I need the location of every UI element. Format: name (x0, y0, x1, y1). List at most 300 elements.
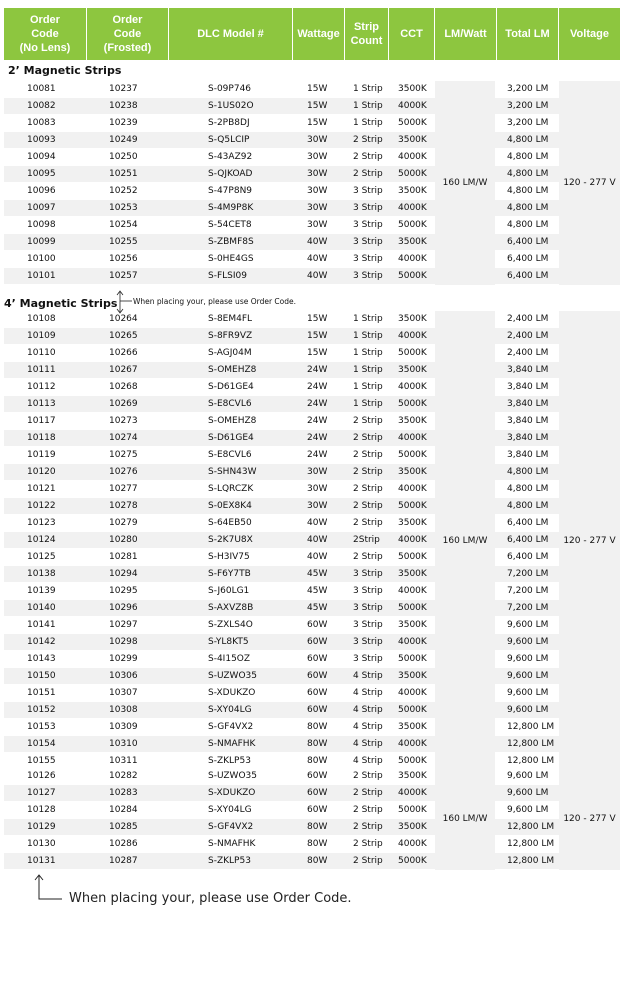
order-code-no-lens-cell: 10153 (27, 722, 56, 732)
table-row (4, 379, 620, 396)
table-row (4, 464, 620, 481)
strip-count-cell: 3 Strip (353, 220, 383, 230)
order-code-frosted-cell: 10237 (109, 84, 138, 94)
order-code-frosted-cell: 10299 (109, 654, 138, 664)
header-lm-watt: LM/Watt (435, 8, 497, 60)
wattage-cell: 40W (307, 271, 328, 281)
strip-count-cell: 1 Strip (353, 118, 383, 128)
order-code-no-lens-cell: 10151 (27, 688, 56, 698)
table-row (4, 234, 620, 251)
dlc-model-cell: S-SHN43W (208, 467, 257, 477)
voltage-cell: 120 - 277 V (559, 311, 620, 770)
order-code-frosted-cell: 10280 (109, 535, 138, 545)
total-lm-cell: 2,400 LM (507, 314, 549, 324)
cct-cell: 4000K (398, 739, 427, 749)
table-row (4, 115, 620, 132)
wattage-cell: 15W (307, 101, 328, 111)
table-row (4, 736, 620, 753)
cct-cell: 4000K (398, 688, 427, 698)
header-cct: CCT (389, 8, 435, 60)
order-code-no-lens-cell: 10121 (27, 484, 56, 494)
table-row (4, 768, 620, 785)
cct-cell: 4000K (398, 101, 427, 111)
order-code-frosted-cell: 10265 (109, 331, 138, 341)
cct-cell: 5000K (398, 756, 427, 766)
order-code-no-lens-cell: 10120 (27, 467, 56, 477)
order-code-frosted-cell: 10274 (109, 433, 138, 443)
dlc-model-cell: S-XY04LG (208, 805, 252, 815)
cct-cell: 4000K (398, 254, 427, 264)
wattage-cell: 15W (307, 348, 328, 358)
total-lm-cell: 9,600 LM (507, 637, 549, 647)
order-code-no-lens-cell: 10155 (27, 756, 56, 766)
cct-cell: 4000K (398, 839, 427, 849)
dlc-model-cell: S-54CET8 (208, 220, 252, 230)
strip-count-cell: 2 Strip (353, 788, 383, 798)
lm-watt-cell: 160 LM/W (435, 311, 495, 770)
order-code-frosted-cell: 10277 (109, 484, 138, 494)
table-row (4, 566, 620, 583)
order-code-no-lens-cell: 10113 (27, 399, 56, 409)
lm-watt-cell: 160 LM/W (435, 768, 495, 870)
lm-watt-cell: 160 LM/W (435, 81, 495, 285)
cct-cell: 3500K (398, 569, 427, 579)
total-lm-cell: 2,400 LM (507, 348, 549, 358)
order-code-no-lens-cell: 10122 (27, 501, 56, 511)
table-row (4, 819, 620, 836)
strip-count-cell: 3 Strip (353, 620, 383, 630)
dlc-model-cell: S-F6Y7TB (208, 569, 251, 579)
table-row (4, 268, 620, 285)
total-lm-cell: 6,400 LM (507, 271, 549, 281)
order-code-no-lens-cell: 10127 (27, 788, 56, 798)
strip-count-cell: 2 Strip (353, 135, 383, 145)
arrow-icon (32, 872, 68, 904)
cct-cell: 3500K (398, 84, 427, 94)
order-code-frosted-cell: 10238 (109, 101, 138, 111)
cct-cell: 4000K (398, 203, 427, 213)
strip-count-cell: 2 Strip (353, 450, 383, 460)
table-row (4, 549, 620, 566)
order-code-frosted-cell: 10295 (109, 586, 138, 596)
wattage-cell: 30W (307, 135, 328, 145)
order-code-frosted-cell: 10278 (109, 501, 138, 511)
table-row (4, 802, 620, 819)
dlc-model-cell: S-GF4VX2 (208, 822, 254, 832)
dlc-model-cell: S-ZXLS4O (208, 620, 253, 630)
table-row (4, 166, 620, 183)
table-row (4, 651, 620, 668)
total-lm-cell: 4,800 LM (507, 501, 549, 511)
table-row (4, 853, 620, 870)
order-code-no-lens-cell: 10098 (27, 220, 56, 230)
cct-cell: 3500K (398, 822, 427, 832)
cct-cell: 5000K (398, 348, 427, 358)
order-code-frosted-cell: 10254 (109, 220, 138, 230)
total-lm-cell: 3,840 LM (507, 399, 549, 409)
table-row (4, 200, 620, 217)
total-lm-cell: 12,800 LM (507, 722, 555, 732)
wattage-cell: 24W (307, 450, 328, 460)
dlc-model-cell: S-1US02O (208, 101, 254, 111)
dlc-model-cell: S-GF4VX2 (208, 722, 254, 732)
total-lm-cell: 4,800 LM (507, 169, 549, 179)
cct-cell: 4000K (398, 331, 427, 341)
row-divider (4, 869, 620, 870)
strip-count-cell: 2 Strip (353, 518, 383, 528)
wattage-cell: 80W (307, 756, 328, 766)
order-code-frosted-cell: 10273 (109, 416, 138, 426)
strip-count-cell: 4 Strip (353, 722, 383, 732)
strip-count-cell: 2 Strip (353, 433, 383, 443)
total-lm-cell: 12,800 LM (507, 822, 555, 832)
order-code-no-lens-cell: 10095 (27, 169, 56, 179)
order-code-no-lens-cell: 10130 (27, 839, 56, 849)
order-code-no-lens-cell: 10131 (27, 856, 56, 866)
order-code-no-lens-cell: 10140 (27, 603, 56, 613)
cct-cell: 4000K (398, 382, 427, 392)
dlc-model-cell: S-YL8KT5 (208, 637, 249, 647)
order-code-frosted-cell: 10308 (109, 705, 138, 715)
order-code-frosted-cell: 10311 (109, 756, 138, 766)
order-code-no-lens-cell: 10111 (27, 365, 56, 375)
row-divider (4, 284, 620, 285)
cct-cell: 3500K (398, 237, 427, 247)
order-code-no-lens-cell: 10154 (27, 739, 56, 749)
dlc-model-cell: S-09P746 (208, 84, 252, 94)
dlc-model-cell: S-H3IV75 (208, 552, 250, 562)
total-lm-cell: 12,800 LM (507, 839, 555, 849)
table-row (4, 396, 620, 413)
order-code-no-lens-cell: 10119 (27, 450, 56, 460)
wattage-cell: 30W (307, 501, 328, 511)
total-lm-cell: 9,600 LM (507, 671, 549, 681)
table-row (4, 183, 620, 200)
wattage-cell: 40W (307, 518, 328, 528)
wattage-cell: 80W (307, 856, 328, 866)
strip-count-cell: 4 Strip (353, 705, 383, 715)
order-code-frosted-cell: 10309 (109, 722, 138, 732)
cct-cell: 5000K (398, 705, 427, 715)
total-lm-cell: 3,840 LM (507, 416, 549, 426)
table-row (4, 345, 620, 362)
wattage-cell: 15W (307, 118, 328, 128)
cct-cell: 4000K (398, 433, 427, 443)
order-code-frosted-cell: 10307 (109, 688, 138, 698)
table-row (4, 362, 620, 379)
table-row (4, 600, 620, 617)
total-lm-cell: 3,840 LM (507, 365, 549, 375)
header-order-code-no-lens: Order Code (No Lens) (4, 8, 87, 60)
wattage-cell: 80W (307, 739, 328, 749)
wattage-cell: 24W (307, 365, 328, 375)
order-code-no-lens-cell: 10123 (27, 518, 56, 528)
order-code-no-lens-cell: 10142 (27, 637, 56, 647)
wattage-cell: 60W (307, 654, 328, 664)
table-row (4, 149, 620, 166)
wattage-cell: 60W (307, 620, 328, 630)
dlc-model-cell: S-8FR9VZ (208, 331, 253, 341)
strip-count-cell: 1 Strip (353, 348, 383, 358)
order-code-frosted-cell: 10276 (109, 467, 138, 477)
strip-count-cell: 3 Strip (353, 603, 383, 613)
wattage-cell: 15W (307, 84, 328, 94)
wattage-cell: 15W (307, 331, 328, 341)
dlc-model-cell: S-2PB8DJ (208, 118, 250, 128)
total-lm-cell: 9,600 LM (507, 705, 549, 715)
total-lm-cell: 4,800 LM (507, 220, 549, 230)
order-code-frosted-cell: 10296 (109, 603, 138, 613)
voltage-cell: 120 - 277 V (559, 768, 620, 870)
header-dlc-model: DLC Model # (169, 8, 293, 60)
total-lm-cell: 4,800 LM (507, 484, 549, 494)
cct-cell: 5000K (398, 856, 427, 866)
table-row (4, 328, 620, 345)
total-lm-cell: 12,800 LM (507, 739, 555, 749)
dlc-model-cell: S-XDUKZO (208, 788, 256, 798)
total-lm-cell: 7,200 LM (507, 603, 549, 613)
order-code-no-lens-cell: 10118 (27, 433, 56, 443)
order-code-frosted-cell: 10283 (109, 788, 138, 798)
order-code-no-lens-cell: 10126 (27, 771, 56, 781)
total-lm-cell: 7,200 LM (507, 586, 549, 596)
cct-cell: 5000K (398, 271, 427, 281)
wattage-cell: 60W (307, 688, 328, 698)
wattage-cell: 24W (307, 399, 328, 409)
order-code-no-lens-cell: 10139 (27, 586, 56, 596)
strip-count-cell: 3 Strip (353, 254, 383, 264)
table-row (4, 311, 620, 328)
order-code-no-lens-cell: 10093 (27, 135, 56, 145)
wattage-cell: 30W (307, 186, 328, 196)
order-code-frosted-cell: 10255 (109, 237, 138, 247)
header-voltage: Voltage (559, 8, 620, 60)
order-code-frosted-cell: 10253 (109, 203, 138, 213)
order-code-frosted-cell: 10294 (109, 569, 138, 579)
wattage-cell: 40W (307, 552, 328, 562)
order-code-no-lens-cell: 10094 (27, 152, 56, 162)
table-row (4, 447, 620, 464)
wattage-cell: 60W (307, 788, 328, 798)
order-code-no-lens-cell: 10138 (27, 569, 56, 579)
dlc-model-cell: S-4M9P8K (208, 203, 254, 213)
strip-count-cell: 2 Strip (353, 416, 383, 426)
strip-count-cell: 3 Strip (353, 203, 383, 213)
cct-cell: 5000K (398, 805, 427, 815)
cct-cell: 4000K (398, 637, 427, 647)
strip-count-cell: 1 Strip (353, 365, 383, 375)
order-code-no-lens-cell: 10110 (27, 348, 56, 358)
table-row (4, 132, 620, 149)
strip-count-cell: 1 Strip (353, 84, 383, 94)
dlc-model-cell: S-LQRCZK (208, 484, 254, 494)
table-row (4, 515, 620, 532)
wattage-cell: 60W (307, 805, 328, 815)
cct-cell: 3500K (398, 722, 427, 732)
table-row (4, 702, 620, 719)
dlc-model-cell: S-D61GE4 (208, 433, 254, 443)
total-lm-cell: 9,600 LM (507, 654, 549, 664)
table-row (4, 251, 620, 268)
order-code-frosted-cell: 10298 (109, 637, 138, 647)
order-code-no-lens-cell: 10143 (27, 654, 56, 664)
total-lm-cell: 9,600 LM (507, 788, 549, 798)
dlc-model-cell: S-NMAFHK (208, 839, 256, 849)
total-lm-cell: 9,600 LM (507, 771, 549, 781)
order-code-no-lens-cell: 10100 (27, 254, 56, 264)
order-code-no-lens-cell: 10082 (27, 101, 56, 111)
table-row (4, 430, 620, 447)
wattage-cell: 24W (307, 382, 328, 392)
header-order-code-frosted: Order Code (Frosted) (87, 8, 169, 60)
order-code-frosted-cell: 10267 (109, 365, 138, 375)
wattage-cell: 15W (307, 314, 328, 324)
order-code-no-lens-cell: 10117 (27, 416, 56, 426)
order-code-no-lens-cell: 10129 (27, 822, 56, 832)
strip-count-cell: 2 Strip (353, 805, 383, 815)
order-code-frosted-cell: 10285 (109, 822, 138, 832)
arrow-icon (114, 288, 134, 316)
strip-count-cell: 1 Strip (353, 331, 383, 341)
order-code-no-lens-cell: 10128 (27, 805, 56, 815)
strip-count-cell: 2 Strip (353, 856, 383, 866)
order-code-no-lens-cell: 10099 (27, 237, 56, 247)
cct-cell: 5000K (398, 552, 427, 562)
header-strip-count: Strip Count (345, 8, 389, 60)
order-code-no-lens-cell: 10152 (27, 705, 56, 715)
cct-cell: 3500K (398, 771, 427, 781)
dlc-model-cell: S-QJKOAD (208, 169, 253, 179)
order-code-frosted-cell: 10256 (109, 254, 138, 264)
order-code-no-lens-cell: 10081 (27, 84, 56, 94)
dlc-model-cell: S-NMAFHK (208, 739, 256, 749)
strip-count-cell: 2 Strip (353, 152, 383, 162)
total-lm-cell: 4,800 LM (507, 186, 549, 196)
section-title: 2’ Magnetic Strips (8, 64, 122, 77)
cct-cell: 3500K (398, 314, 427, 324)
total-lm-cell: 4,800 LM (507, 467, 549, 477)
table-row (4, 498, 620, 515)
order-code-no-lens-cell: 10096 (27, 186, 56, 196)
cct-cell: 4000K (398, 535, 427, 545)
strip-count-cell: 4 Strip (353, 739, 383, 749)
cct-cell: 3500K (398, 135, 427, 145)
order-code-frosted-cell: 10281 (109, 552, 138, 562)
total-lm-cell: 6,400 LM (507, 237, 549, 247)
strip-count-cell: 2 Strip (353, 839, 383, 849)
strip-count-cell: 4 Strip (353, 671, 383, 681)
dlc-model-cell: S-64EB50 (208, 518, 252, 528)
total-lm-cell: 12,800 LM (507, 756, 555, 766)
strip-count-cell: 2 Strip (353, 501, 383, 511)
total-lm-cell: 9,600 LM (507, 620, 549, 630)
total-lm-cell: 3,200 LM (507, 84, 549, 94)
order-code-frosted-cell: 10251 (109, 169, 138, 179)
table-row (4, 617, 620, 634)
table-row (4, 532, 620, 549)
strip-count-cell: 1 Strip (353, 399, 383, 409)
dlc-model-cell: S-AXVZ8B (208, 603, 254, 613)
order-code-frosted-cell: 10286 (109, 839, 138, 849)
wattage-cell: 24W (307, 416, 328, 426)
order-code-frosted-cell: 10287 (109, 856, 138, 866)
dlc-model-cell: S-UZWO35 (208, 771, 257, 781)
dlc-model-cell: S-OMEHZ8 (208, 365, 257, 375)
order-code-note: When placing your, please use Order Code. (133, 297, 297, 306)
strip-count-cell: 3 Strip (353, 586, 383, 596)
strip-count-cell: 3 Strip (353, 186, 383, 196)
wattage-cell: 30W (307, 152, 328, 162)
dlc-model-cell: S-FLSI09 (208, 271, 247, 281)
strip-count-cell: 2Strip (353, 535, 380, 545)
total-lm-cell: 6,400 LM (507, 254, 549, 264)
table-row (4, 785, 620, 802)
strip-count-cell: 4 Strip (353, 756, 383, 766)
cct-cell: 5000K (398, 501, 427, 511)
dlc-model-cell: S-43AZ92 (208, 152, 253, 162)
cct-cell: 5000K (398, 399, 427, 409)
cct-cell: 5000K (398, 450, 427, 460)
wattage-cell: 45W (307, 586, 328, 596)
strip-count-cell: 1 Strip (353, 314, 383, 324)
table-row (4, 481, 620, 498)
order-code-frosted-cell: 10269 (109, 399, 138, 409)
strip-count-cell: 2 Strip (353, 552, 383, 562)
dlc-model-cell: S-ZBMF8S (208, 237, 254, 247)
order-code-no-lens-cell: 10124 (27, 535, 56, 545)
order-code-frosted-cell: 10275 (109, 450, 138, 460)
order-code-frosted-cell: 10249 (109, 135, 138, 145)
dlc-model-cell: S-OMEHZ8 (208, 416, 257, 426)
total-lm-cell: 6,400 LM (507, 535, 549, 545)
cct-cell: 3500K (398, 620, 427, 630)
strip-count-cell: 2 Strip (353, 484, 383, 494)
table-row (4, 836, 620, 853)
dlc-model-cell: S-J60LG1 (208, 586, 250, 596)
strip-count-cell: 3 Strip (353, 271, 383, 281)
dlc-model-cell: S-0HE4GS (208, 254, 254, 264)
total-lm-cell: 4,800 LM (507, 135, 549, 145)
order-code-note: When placing your, please use Order Code. (69, 891, 352, 906)
dlc-model-cell: S-Q5LCIP (208, 135, 250, 145)
order-code-no-lens-cell: 10108 (27, 314, 56, 324)
cct-cell: 4000K (398, 586, 427, 596)
total-lm-cell: 4,800 LM (507, 152, 549, 162)
order-code-no-lens-cell: 10125 (27, 552, 56, 562)
wattage-cell: 80W (307, 722, 328, 732)
order-code-frosted-cell: 10268 (109, 382, 138, 392)
cct-cell: 5000K (398, 654, 427, 664)
wattage-cell: 60W (307, 771, 328, 781)
header-total-lm: Total LM (497, 8, 559, 60)
order-code-frosted-cell: 10310 (109, 739, 138, 749)
cct-cell: 3500K (398, 416, 427, 426)
wattage-cell: 60W (307, 671, 328, 681)
wattage-cell: 40W (307, 254, 328, 264)
dlc-model-cell: S-XDUKZO (208, 688, 256, 698)
wattage-cell: 80W (307, 839, 328, 849)
order-code-frosted-cell: 10266 (109, 348, 138, 358)
order-code-no-lens-cell: 10150 (27, 671, 56, 681)
table-row (4, 217, 620, 234)
table-row (4, 685, 620, 702)
order-code-frosted-cell: 10250 (109, 152, 138, 162)
voltage-cell: 120 - 277 V (559, 81, 620, 285)
order-code-no-lens-cell: 10083 (27, 118, 56, 128)
wattage-cell: 80W (307, 822, 328, 832)
order-code-no-lens-cell: 10097 (27, 203, 56, 213)
wattage-cell: 24W (307, 433, 328, 443)
